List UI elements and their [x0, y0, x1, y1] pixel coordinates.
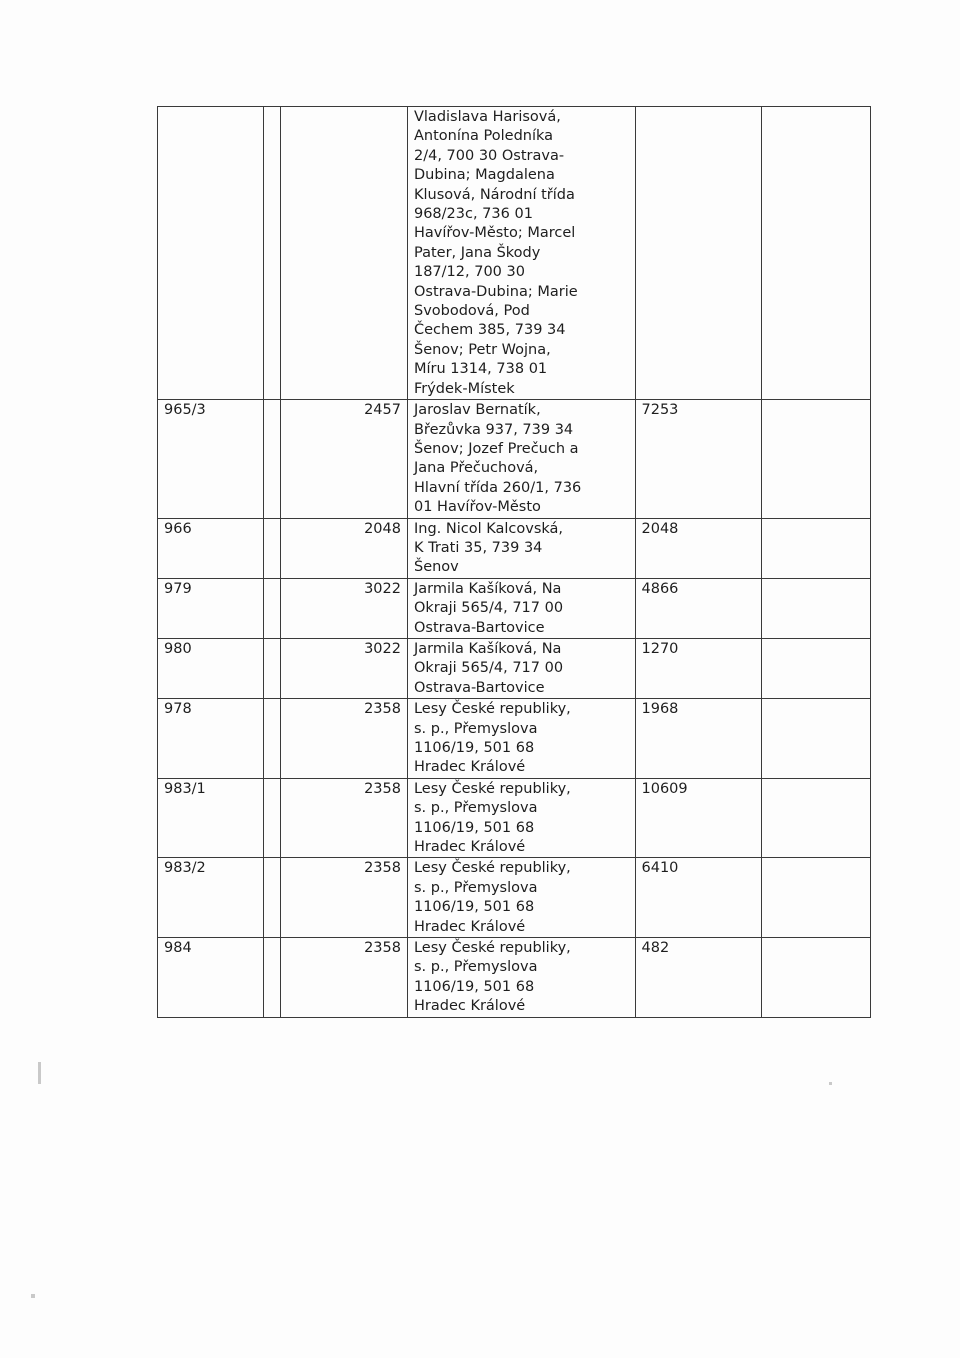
- owner-line: Jarmila Kašíková, Na: [413, 640, 562, 657]
- empty-cell: [762, 638, 871, 698]
- area-cell: 6410: [635, 858, 762, 938]
- owner-line: s. p., Přemyslova: [413, 720, 538, 737]
- ownership-sheet-cell: 2358: [281, 938, 408, 1018]
- owner-line: Okraji 565/4, 717 00: [413, 600, 564, 617]
- parcel-number-cell: 979: [158, 578, 264, 638]
- owner-line: Jaroslav Bernatík,: [413, 402, 541, 419]
- owner-cell: [407, 778, 635, 858]
- ownership-sheet-cell: 3022: [281, 578, 408, 638]
- table-row: [158, 518, 871, 578]
- owner-line: Lesy České republiky,: [413, 940, 571, 957]
- empty-cell: [762, 699, 871, 779]
- owner-line: Okraji 565/4, 717 00: [413, 660, 564, 677]
- owner-cell: [407, 578, 635, 638]
- area-cell: 7253: [635, 400, 762, 518]
- parcel-owners-table: [157, 106, 871, 1018]
- owner-line: Dubina; Magdalena: [413, 167, 555, 184]
- owner-line: Ostrava-Bartovice: [413, 619, 545, 636]
- area-cell: 4866: [635, 578, 762, 638]
- table-row: [158, 699, 871, 779]
- ownership-sheet-cell: 3022: [281, 638, 408, 698]
- parcel-number-cell: 966: [158, 518, 264, 578]
- parcel-number-cell: 984: [158, 938, 264, 1018]
- owner-line: Hradec Králové: [413, 998, 526, 1015]
- owner-cell: [407, 107, 635, 400]
- ownership-sheet-cell: [281, 107, 408, 400]
- owner-line: Hlavní třída 260/1, 736: [413, 479, 582, 496]
- owner-line: Ostrava-Bartovice: [413, 679, 545, 696]
- scan-speck: [829, 1082, 832, 1085]
- owner-cell: [407, 938, 635, 1018]
- parcel-number-cell: 983/1: [158, 778, 264, 858]
- owner-cell: [407, 699, 635, 779]
- owner-line: K Trati 35, 739 34: [413, 539, 543, 556]
- empty-cell: [762, 107, 871, 400]
- table-row: [158, 400, 871, 518]
- area-cell: 2048: [635, 518, 762, 578]
- owner-line: Hradec Králové: [413, 918, 526, 935]
- table-row: [158, 638, 871, 698]
- owner-line: 1106/19, 501 68: [413, 819, 535, 836]
- owner-line: 2/4, 700 30 Ostrava-: [413, 147, 565, 164]
- owner-line: Klusová, Národní třída: [413, 186, 575, 203]
- parcel-number-cell: 978: [158, 699, 264, 779]
- scan-speck: [31, 1294, 35, 1298]
- table-row: [158, 107, 871, 400]
- owner-cell: [407, 518, 635, 578]
- owner-line: Ostrava-Dubina; Marie: [413, 283, 578, 300]
- owner-line: Hradec Králové: [413, 759, 526, 776]
- ownership-sheet-cell: 2358: [281, 778, 408, 858]
- ownership-sheet-cell: 2048: [281, 518, 408, 578]
- empty-cell: [762, 858, 871, 938]
- empty-cell: [263, 518, 280, 578]
- owner-line: 01 Havířov-Město: [413, 499, 541, 516]
- owner-line: Jana Přečuchová,: [413, 460, 539, 477]
- empty-cell: [263, 778, 280, 858]
- empty-cell: [263, 578, 280, 638]
- area-cell: 1968: [635, 699, 762, 779]
- owner-line: 187/12, 700 30: [413, 264, 525, 281]
- scan-speck: [38, 1062, 41, 1084]
- parcel-number-cell: 980: [158, 638, 264, 698]
- owner-line: Vladislava Harisová,: [413, 109, 561, 125]
- empty-cell: [263, 638, 280, 698]
- table-body: [158, 107, 871, 1018]
- owner-line: Antonína Poledníka: [413, 128, 554, 145]
- owner-line: Jarmila Kašíková, Na: [413, 580, 562, 597]
- table-row: [158, 938, 871, 1018]
- empty-cell: [263, 107, 280, 400]
- owner-line: Lesy České republiky,: [413, 780, 571, 797]
- ownership-sheet-cell: 2457: [281, 400, 408, 518]
- owner-line: Svobodová, Pod: [413, 303, 530, 320]
- owner-line: s. p., Přemyslova: [413, 800, 538, 817]
- parcel-number-cell: 965/3: [158, 400, 264, 518]
- owner-cell: [407, 638, 635, 698]
- empty-cell: [762, 400, 871, 518]
- owner-line: 1106/19, 501 68: [413, 899, 535, 916]
- empty-cell: [263, 400, 280, 518]
- empty-cell: [263, 699, 280, 779]
- owner-line: Šenov: [413, 559, 459, 576]
- owner-line: Ing. Nicol Kalcovská,: [413, 520, 564, 537]
- owner-line: 1106/19, 501 68: [413, 978, 535, 995]
- owner-line: Frýdek-Místek: [413, 380, 515, 397]
- table-row: [158, 778, 871, 858]
- owner-line: 1106/19, 501 68: [413, 740, 535, 756]
- owner-line: Pater, Jana Škody: [413, 244, 541, 261]
- table-row: [158, 858, 871, 938]
- empty-cell: [762, 938, 871, 1018]
- ownership-sheet-cell: 2358: [281, 858, 408, 938]
- area-cell: 1270: [635, 638, 762, 698]
- area-cell: [635, 107, 762, 400]
- owner-line: Šenov; Petr Wojna,: [413, 341, 551, 358]
- parcel-number-cell: [158, 107, 264, 400]
- empty-cell: [263, 858, 280, 938]
- empty-cell: [762, 518, 871, 578]
- owner-line: s. p., Přemyslova: [413, 959, 538, 976]
- owner-cell: [407, 400, 635, 518]
- ownership-sheet-cell: 2358: [281, 699, 408, 779]
- owner-line: Havířov-Město; Marcel: [413, 225, 576, 242]
- table-row: [158, 578, 871, 638]
- owner-line: Čechem 385, 739 34: [413, 322, 566, 339]
- owner-line: Lesy České republiky,: [413, 701, 571, 718]
- owner-line: Šenov; Jozef Prečuch a: [413, 440, 579, 457]
- owner-line: s. p., Přemyslova: [413, 879, 538, 896]
- owner-line: Míru 1314, 738 01: [413, 361, 548, 378]
- empty-cell: [263, 938, 280, 1018]
- owner-line: Hradec Králové: [413, 839, 526, 856]
- area-cell: 10609: [635, 778, 762, 858]
- owner-cell: [407, 858, 635, 938]
- owner-line: Březůvka 937, 739 34: [413, 421, 574, 438]
- empty-cell: [762, 578, 871, 638]
- area-cell: 482: [635, 938, 762, 1018]
- owner-line: 968/23c, 736 01: [413, 206, 533, 223]
- empty-cell: [762, 778, 871, 858]
- owner-line: Lesy České republiky,: [413, 860, 571, 877]
- parcel-number-cell: 983/2: [158, 858, 264, 938]
